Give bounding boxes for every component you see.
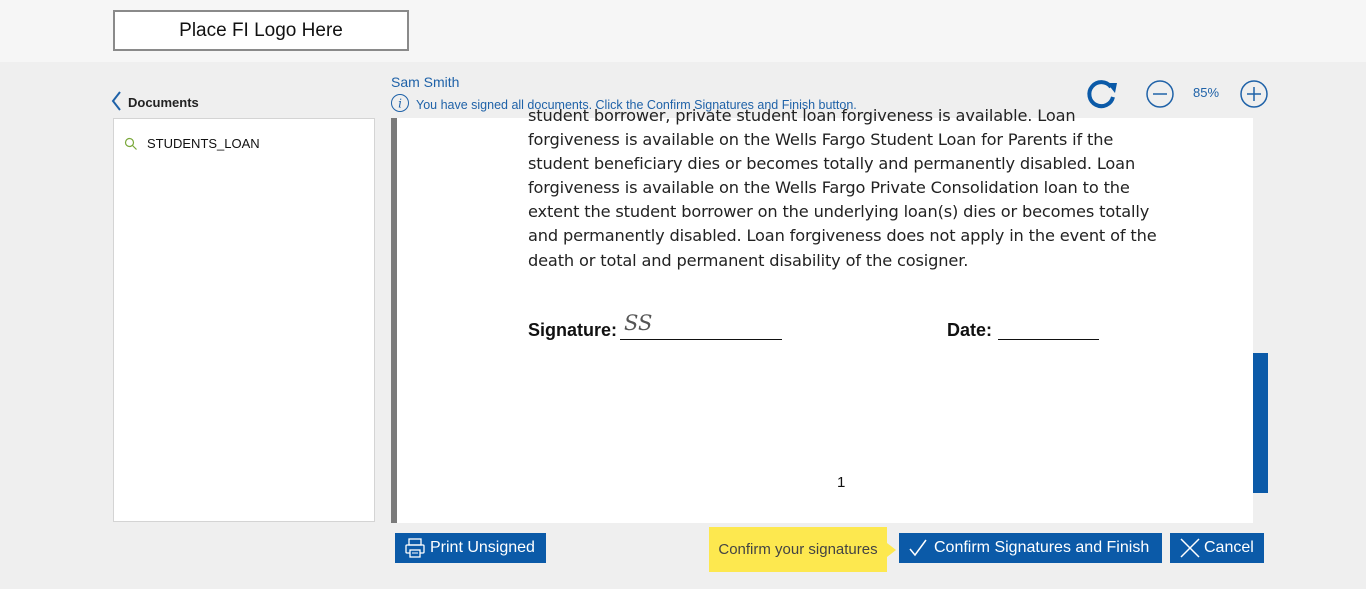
signature-row [528,311,1228,355]
chevron-left-icon [110,88,124,114]
document-line: and permanently disabled. Loan forgiveness does not apply in the event of the [528,226,1157,246]
zoom-in-icon[interactable] [1239,79,1269,109]
signature-field[interactable]: SS [624,311,653,335]
document-line: forgiveness is available on the Wells Fargo Student Loan for Parents if the [528,130,1114,150]
print-unsigned-button[interactable] [395,533,546,563]
documents-back-link[interactable] [110,88,199,114]
date-line [998,339,1099,340]
document-body-text [528,104,1168,273]
document-line: forgiveness is available on the Wells Fargo Private Consolidation loan to the [528,178,1130,198]
documents-sidebar [113,118,375,522]
zoom-level: 85% [1193,85,1220,100]
close-icon [1179,537,1201,559]
document-viewer[interactable] [391,106,1253,523]
confirm-tooltip: Confirm your signatures [709,527,887,572]
page-number: 1 [837,474,846,491]
signature-line [620,339,782,340]
document-list-item[interactable] [124,136,260,151]
signature-label: Signature: [528,320,618,340]
info-message-text: You have signed all documents. Click the Confirm Signatures and Finish button. [416,97,857,112]
fi-logo-placeholder: Place FI Logo Here [113,10,409,51]
document-line: student beneficiary dies or becomes totally and permanently disabled. Loan [528,154,1136,174]
cancel-label: Cancel [1204,539,1254,556]
search-icon [124,137,138,151]
confirm-signatures-button[interactable] [899,533,1162,563]
checkmark-icon [908,538,928,558]
viewer-left-border [391,118,397,523]
viewer-scrollbar-thumb[interactable] [1253,353,1268,493]
document-line: death or total and permanent disability of the cosigner. [528,250,969,270]
svg-text:i: i [398,96,402,111]
top-bar [0,0,1366,62]
cancel-button[interactable] [1170,533,1264,563]
printer-icon [404,537,426,559]
print-unsigned-label: Print Unsigned [430,539,535,556]
document-line: student borrower, private student loan forgiveness is available. Loan [528,106,1076,125]
document-line: extent the student borrower on the underlying loan(s) dies or becomes totally [528,202,1150,222]
document-list-item-label: STUDENTS_LOAN [147,136,260,151]
documents-label: Documents [128,95,199,110]
confirm-signatures-label: Confirm Signatures and Finish [934,539,1150,556]
info-icon [390,93,410,113]
date-label: Date: [947,320,993,340]
signer-name: Sam Smith [391,74,460,90]
